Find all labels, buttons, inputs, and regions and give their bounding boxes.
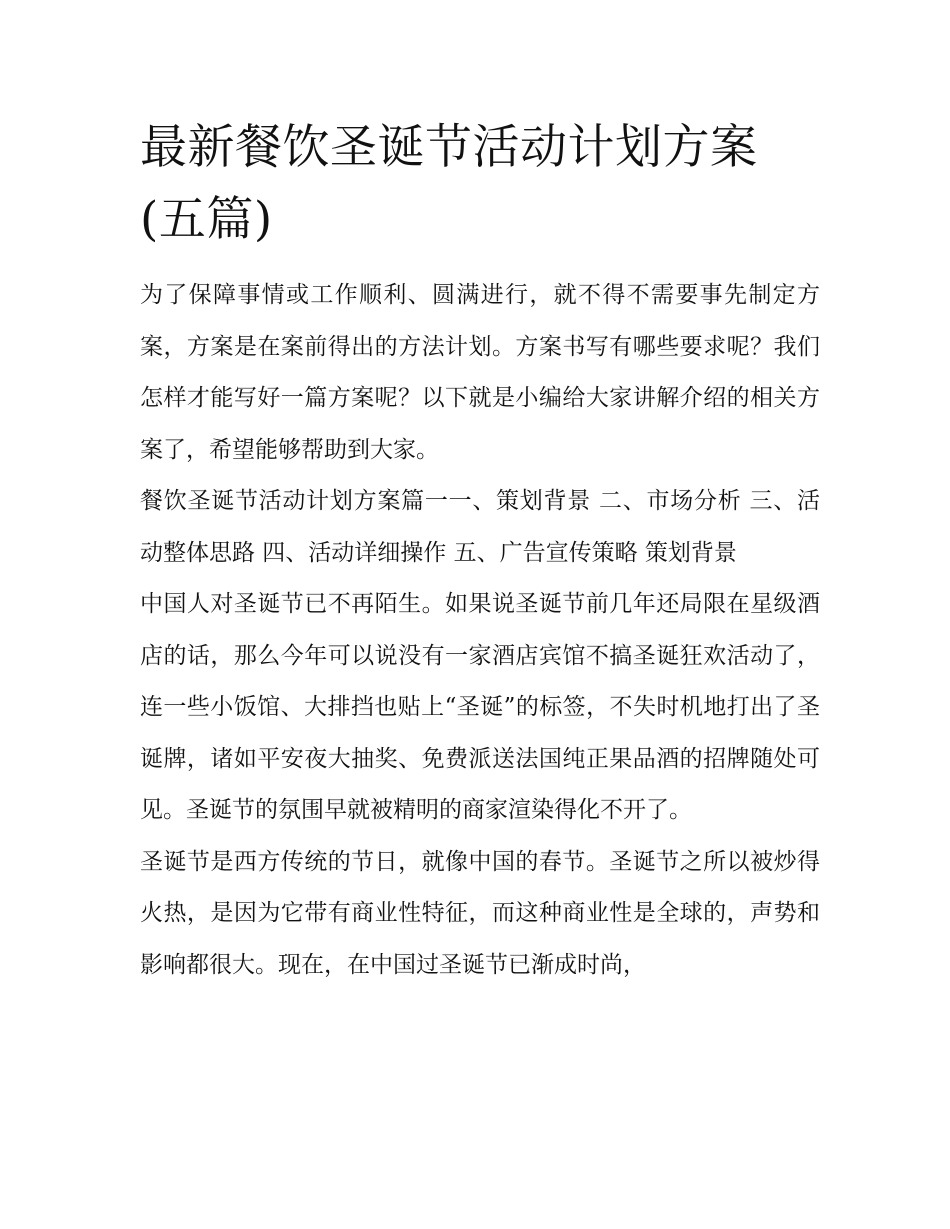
paragraph-christmas: 圣诞节是西方传统的节日，就像中国的春节。圣诞节之所以被炒得火热，是因为它带有商业性特征，而这种商业性是全球的，声势和影响都很大。现在，在中国过圣诞节已渐成时尚， — [140, 848, 820, 978]
paragraph-background: 中国人对圣诞节已不再陌生。如果说圣诞节前几年还局限在星级酒店的话，那么今年可以说没有一家酒店宾馆不搞圣诞狂欢活动了，连一些小饭馆、大排挡也贴上“圣诞”的标签，不失时机地打出了圣诞牌，诸如平安夜大抽奖、免费派送法国纯正果品酒的招牌随处可见。圣诞节的氛围早就被精明的商家渲染得化不开了。 — [140, 591, 820, 823]
paragraph-intro: 为了保障事情或工作顺利、圆满进行，就不得不需要事先制定方案，方案是在案前得出的方法计划。方案书写有哪些要求呢？我们怎样才能写好一篇方案呢？以下就是小编给大家讲解介绍的相关方案了，希望能够帮助到大家。 — [140, 282, 820, 463]
document-body — [140, 112, 820, 991]
document-title: 最新餐饮圣诞节活动计划方案(五篇) — [140, 120, 758, 247]
paragraph-outline: 餐饮圣诞节活动计划方案篇一一、策划背景 二、市场分析 三、活动整体思路 四、活动详细操作 五、广告宣传策略 策划背景 — [140, 488, 820, 566]
